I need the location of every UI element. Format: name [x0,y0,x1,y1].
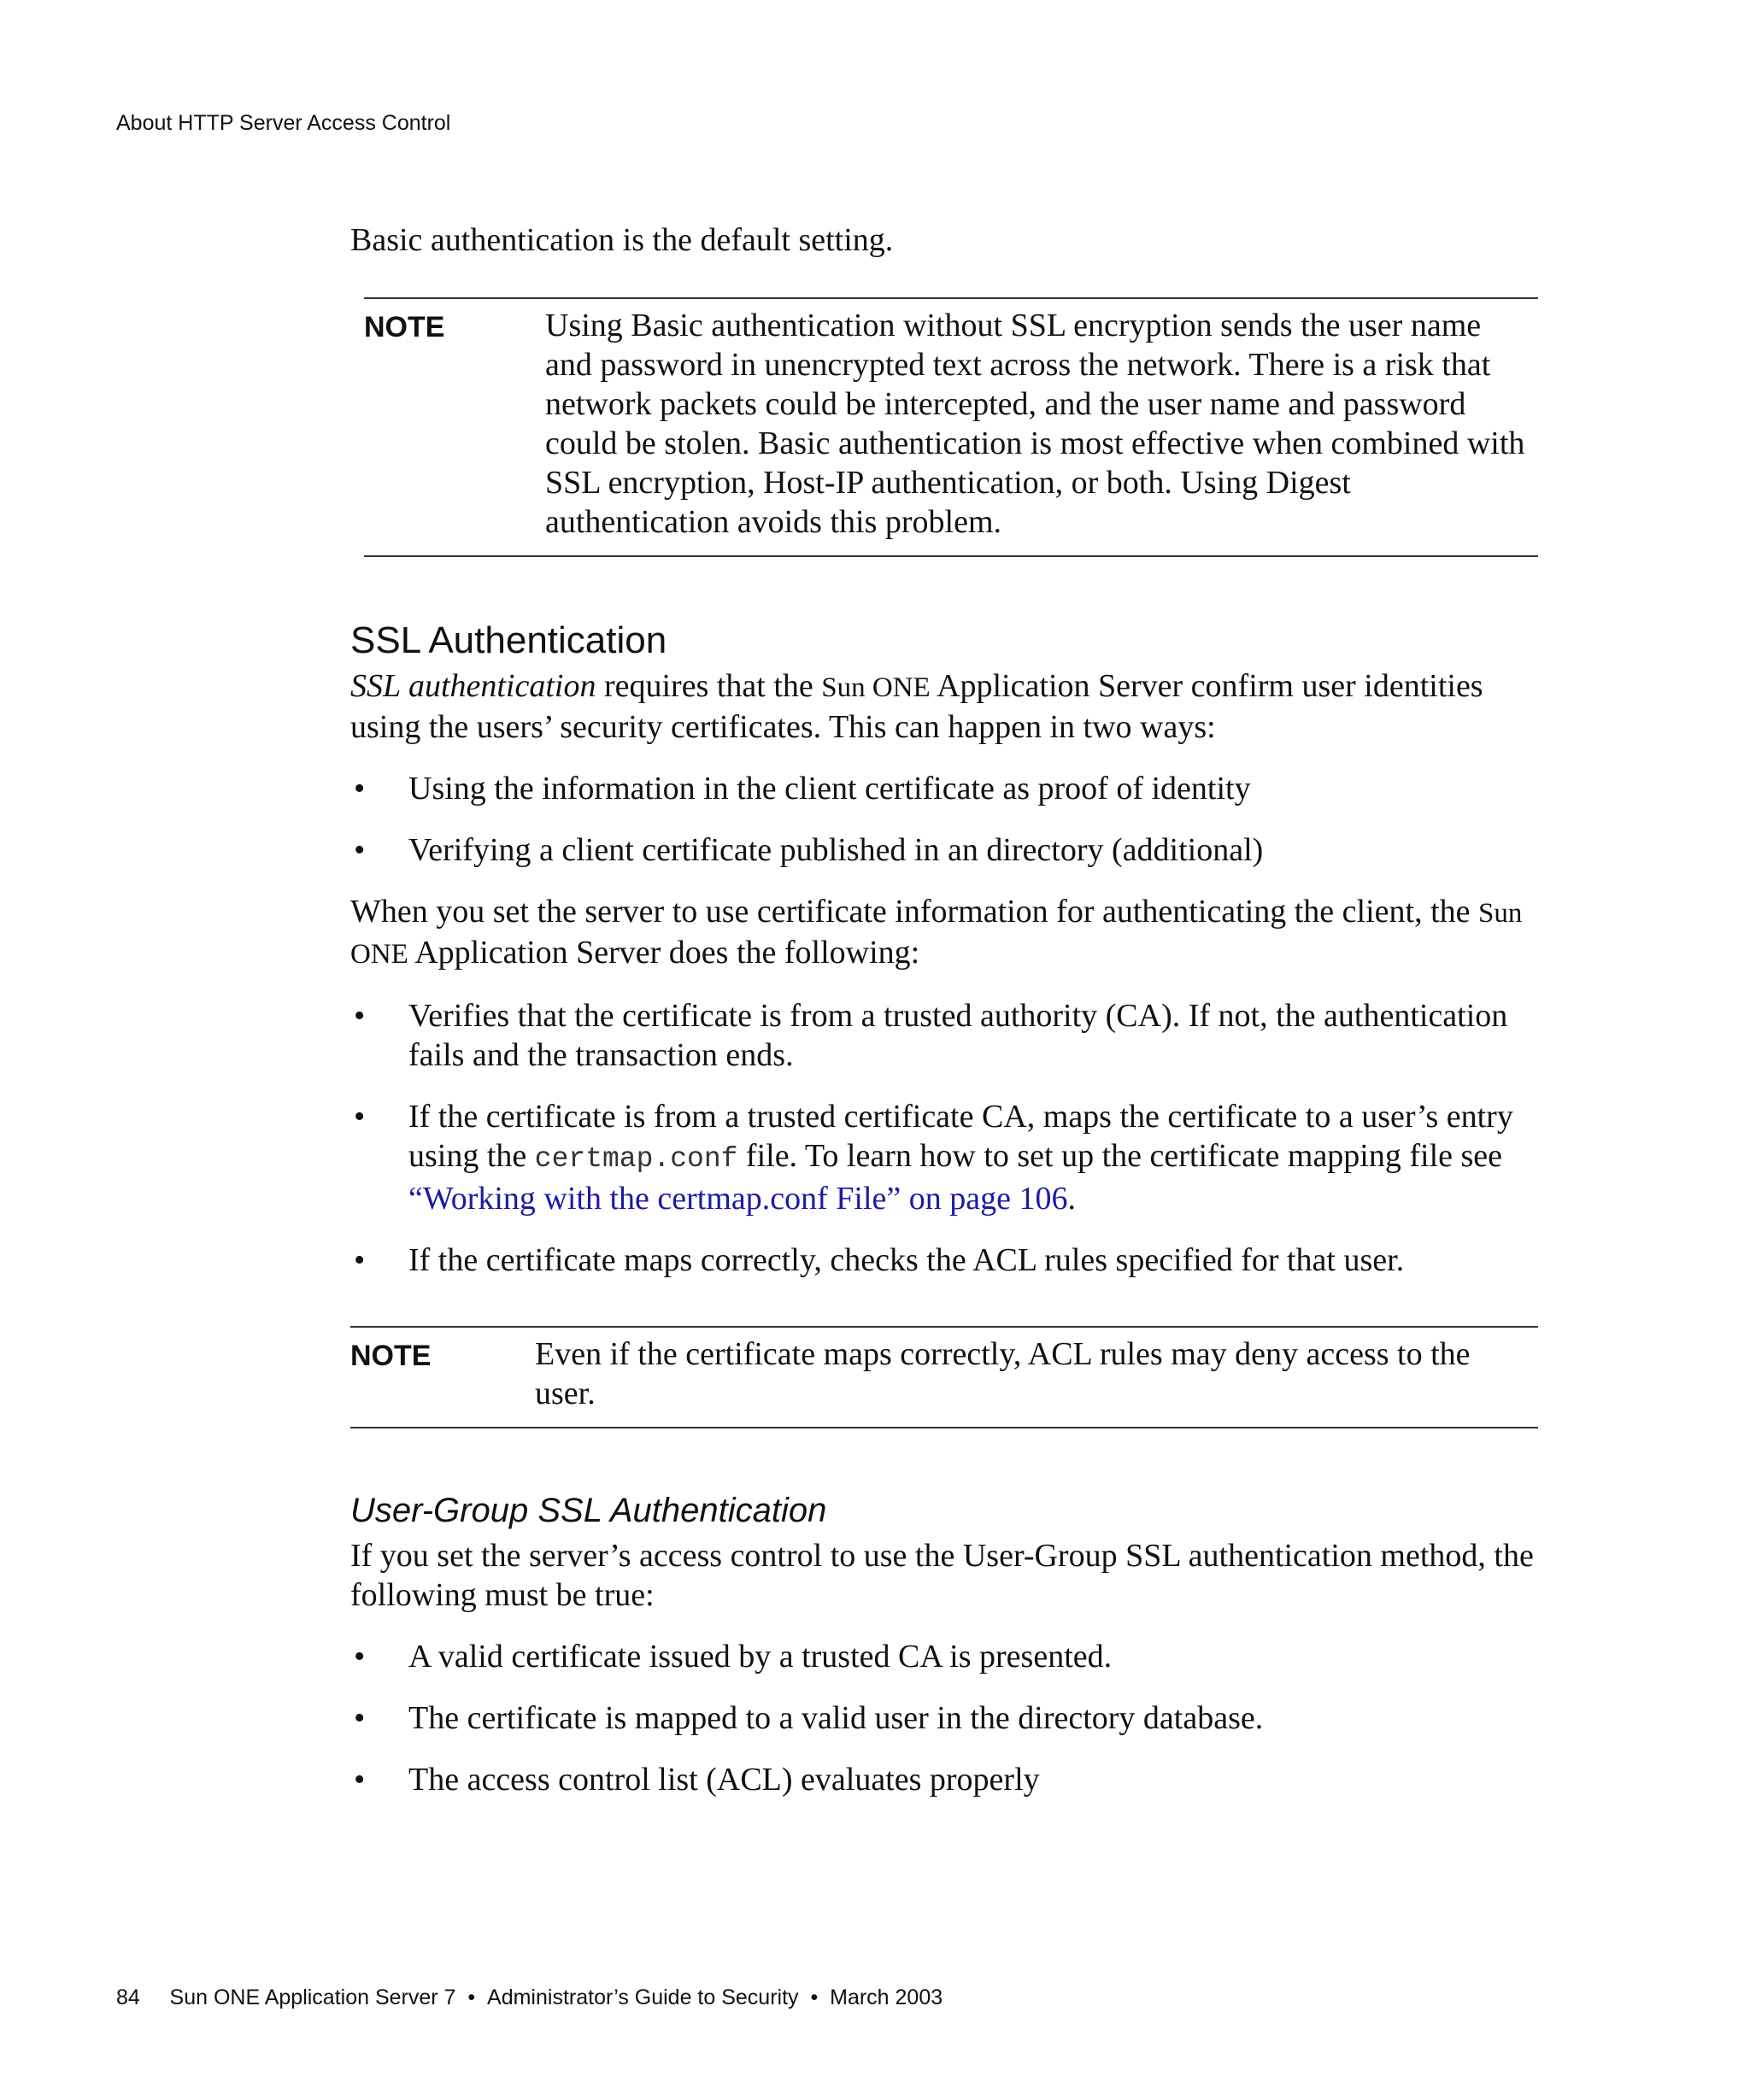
bullet-icon: • [354,1700,366,1736]
list-item [350,996,1538,1075]
list-item-text: Using the information in the client certificate as proof of identity [408,771,1251,807]
note-box-acl [350,1326,1538,1428]
server-behavior-text-b: Application Server does the following: [408,935,920,971]
list-item-text: If the certificate is from a trusted certificate CA, maps the certificate to a user’s entry using the [408,1099,1513,1174]
list-item [350,1097,1538,1218]
bullet-icon: • [354,1762,366,1798]
page-content [350,220,1538,1799]
subsection-heading-user-group-ssl: User-Group SSL Authentication [350,1492,827,1529]
note-text: Using Basic authentication without SSL encryption sends the user name and password in unencrypted text across the network. There is a risk that network packets could be intercepted, and the user name and password could be stolen. Basic authentication is most effective when combined with SSL encryption, Host-IP authentication, or both. Using Digest authentication avoids this problem. [545,308,1525,540]
server-steps-list [350,996,1538,1280]
ssl-intro-text-b: Application Server confirm user identities using the users’ security certificates. This can happen in two ways: [350,668,1483,745]
server-behavior-paragraph [350,892,1538,974]
list-item [350,1698,1538,1738]
list-item-text: The access control list (ACL) evaluates properly [408,1762,1040,1798]
intro-paragraph: Basic authentication is the default setting. [350,222,894,258]
server-behavior-text-a: When you set the server to use certificate information for authenticating the client, the [350,894,1478,930]
product-name: Sun ONE [821,672,931,703]
list-item-text: file. To learn how to set up the certificate mapping file see [737,1138,1503,1174]
user-group-conditions-list [350,1637,1538,1799]
publication-date: March 2003 [830,1986,943,2009]
ssl-ways-list [350,769,1538,870]
page-number: 84 [116,1986,140,2009]
running-footer [116,1984,943,2011]
ssl-intro-text-a: requires that the [596,668,822,704]
note-box-basic-auth [364,297,1538,557]
user-group-paragraph: If you set the server’s access control to use the User-Group SSL authentication method, the following must be true: [350,1538,1534,1613]
running-header: About HTTP Server Access Control [116,111,451,135]
list-item [350,1637,1538,1676]
list-item-text: The certificate is mapped to a valid user in the directory database. [408,1700,1264,1736]
note-label: NOTE [364,311,445,343]
ssl-intro-paragraph [350,666,1538,747]
guide-title: Administrator’s Guide to Security [487,1986,799,2009]
list-item-text: Verifying a client certificate published in an directory (additional) [408,832,1264,868]
bullet-icon: • [354,832,366,868]
filename-certmap-conf: certmap.conf [534,1143,738,1175]
list-item [350,769,1538,808]
list-item-text: A valid certificate issued by a trusted CA is presented. [408,1639,1113,1675]
section-heading-ssl-authentication: SSL Authentication [350,619,667,661]
list-item [350,1241,1538,1280]
footer-separator: • [467,1986,476,2009]
term-ssl-authentication: SSL authentication [350,668,596,704]
footer-separator: • [810,1986,819,2009]
bullet-icon: • [354,998,366,1034]
bullet-icon: • [354,1639,366,1675]
bullet-icon: • [354,1242,366,1278]
bullet-icon: • [354,771,366,807]
list-item-text: . [1067,1181,1076,1217]
book-title: Sun ONE Application Server 7 [169,1986,456,2009]
note-label: NOTE [350,1340,432,1372]
list-item-text: Verifies that the certificate is from a trusted authority (CA). If not, the authentication fails and the transaction ends. [408,998,1508,1073]
certmap-cross-reference-link[interactable]: “Working with the certmap.conf File” on page 106 [408,1181,1068,1217]
product-name: Sun ONE [350,898,1523,970]
note-text: Even if the certificate maps correctly, ACL rules may deny access to the user. [535,1336,1471,1411]
list-item [350,830,1538,870]
bullet-icon: • [354,1099,366,1135]
list-item [350,1760,1538,1799]
list-item-text: If the certificate maps correctly, checks the ACL rules specified for that user. [408,1242,1405,1278]
